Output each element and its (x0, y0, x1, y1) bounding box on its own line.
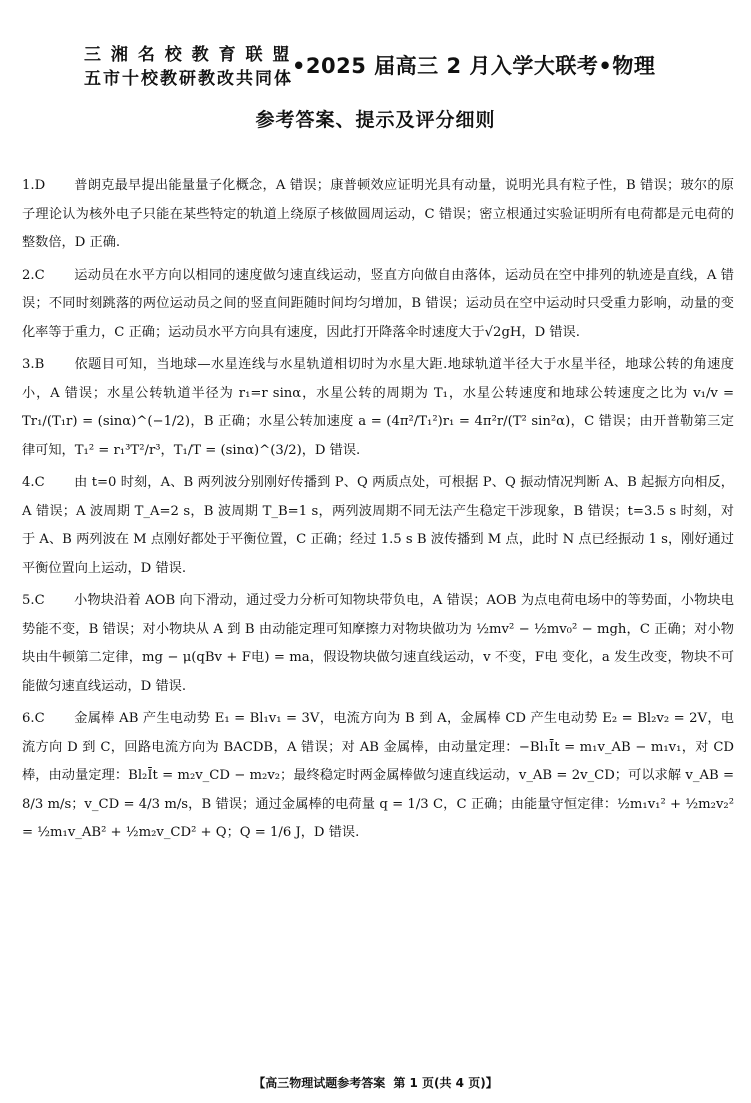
exam-title: •2025 届高三 2 月入学大联考•物理 (292, 54, 656, 78)
question-label (22, 351, 60, 380)
answer-item-4 (22, 469, 734, 583)
answer-item-6 (22, 705, 734, 848)
answer-choice: C (34, 593, 45, 608)
explanation-text: 运动员在水平方向以相同的速度做匀速直线运动，竖直方向做自由落体，运动员在空中排列的轨迹是直线，A 错误；不同时刻跳落的两位运动员之间的竖直间距随时间均匀增加，B 错误；运动员在空中运动时只受重力影响，动量的变化率等于重力，C 正确；运动员水平方向具有速度，因此打开降落伞时速度大于√2gH，D 错误. (22, 267, 734, 340)
answer-choice: D (34, 178, 46, 193)
answer-item-1 (22, 172, 734, 258)
question-number: 2. (22, 267, 35, 283)
answer-item-3 (22, 351, 734, 465)
question-number: 1. (22, 178, 35, 193)
page-number: 第 1 页(共 4 页)】 (393, 1076, 498, 1090)
question-label (22, 587, 60, 616)
answer-choice: C (34, 267, 45, 283)
answer-choice: B (34, 357, 45, 372)
footer-label: 【高三物理试题参考答案 (253, 1076, 386, 1090)
question-label (22, 705, 60, 734)
document-subtitle: 参考答案、提示及评分细则 (255, 109, 496, 131)
answer-item-5 (22, 587, 734, 701)
question-label (22, 469, 60, 498)
answer-choice: C (34, 475, 45, 490)
explanation-text: 小物块沿着 AOB 向下滑动，通过受力分析可知物块带负电，A 错误；AOB 为点电荷电场中的等势面，小物块电势能不变，B 错误；对小物块从 A 到 B 由动能定理可知摩擦力对物块做功为 ½mv² − ½mv₀² − mgh，C 正确；对小物块由牛顿第二定律，mg − μ(qBv + F电) = ma，假设物块做匀速直线运动，v 不变，F电 变化，a 发生改变，物块不可能做匀速直线运动，D 错误. (22, 593, 734, 694)
answer-choice: C (34, 711, 45, 726)
explanation-text: 普朗克最早提出能量量子化概念，A 错误；康普顿效应证明光具有动量，说明光具有粒子性，B 错误；玻尔的原子理论认为核外电子只能在某些特定的轨道上绕原子核做圆周运动，C 错误；密立根通过实验证明所有电荷都是元电荷的整数倍，D 正确. (22, 178, 734, 250)
explanation-text: 依题目可知，当地球—水星连线与水星轨道相切时为水星大距.地球轨道半径大于水星半径，地球公转的角速度小，A 错误；水星公转轨道半径为 r₁=r sinα，水星公转的周期为 T₁，水星公转速度和地球公转速度之比为 v₁/v = Tr₁/(T₁r) = (sinα)^(−1/2)，B 正确；水星公转加速度 a = (4π²/T₁²)r₁ = 4π²r/(T² sin²α)，C 错误；由开普勒第三定律可知，T₁² = r₁³T²/r³，T₁/T = (sinα)^(3/2)，D 错误. (22, 357, 734, 458)
page-footer (0, 1074, 751, 1091)
organizer-line-1: 三 湘 名 校 教 育 联 盟 (84, 45, 292, 65)
question-label (22, 262, 60, 291)
question-number: 4. (22, 475, 35, 490)
question-number: 5. (22, 593, 35, 608)
question-number: 3. (22, 357, 35, 372)
answer-item-2 (22, 262, 734, 348)
explanation-text: 由 t=0 时刻，A、B 两列波分别刚好传播到 P、Q 两质点处，可根据 P、Q 振动情况判断 A、B 起振方向相反，A 错误；A 波周期 T_A=2 s，B 波周期 T_B=1 s，两列波周期不同无法产生稳定干涉现象，B 错误；t=3.5 s 时刻，对于 A、B 两列波在 M 点刚好都处于平衡位置，C 正确；经过 1.5 s B 波传播到 M 点，此时 N 点已经振动 1 s，刚好通过平衡位置向上运动，D 错误. (22, 475, 734, 576)
question-label (22, 172, 60, 201)
organizer-line-2: 五市十校教研教改共同体 (84, 69, 293, 89)
page-header (84, 38, 724, 88)
answer-list (22, 172, 734, 852)
explanation-text: 金属棒 AB 产生电动势 E₁ = Bl₁v₁ = 3V，电流方向为 B 到 A，金属棒 CD 产生电动势 E₂ = Bl₂v₂ = 2V，电流方向 D 到 C，回路电流方向为 BACDB，A 错误；对 AB 金属棒，由动量定理：−Bl₁Īt = m₁v_AB − m₁v₁，对 CD 棒，由动量定理：Bl₂Īt = m₂v_CD − m₂v₂；最终稳定时两金属棒做匀速直线运动，v_AB = 2v_CD；可以求解 v_AB = 8/3 m/s；v_CD = 4/3 m/s，B 错误；通过金属棒的电荷量 q = 1/3 C，C 正确；由能量守恒定律：½m₁v₁² + ½m₂v₂² = ½m₁v_AB² + ½m₂v_CD² + Q；Q = 1/6 J，D 错误. (22, 711, 734, 840)
question-number: 6. (22, 711, 35, 726)
